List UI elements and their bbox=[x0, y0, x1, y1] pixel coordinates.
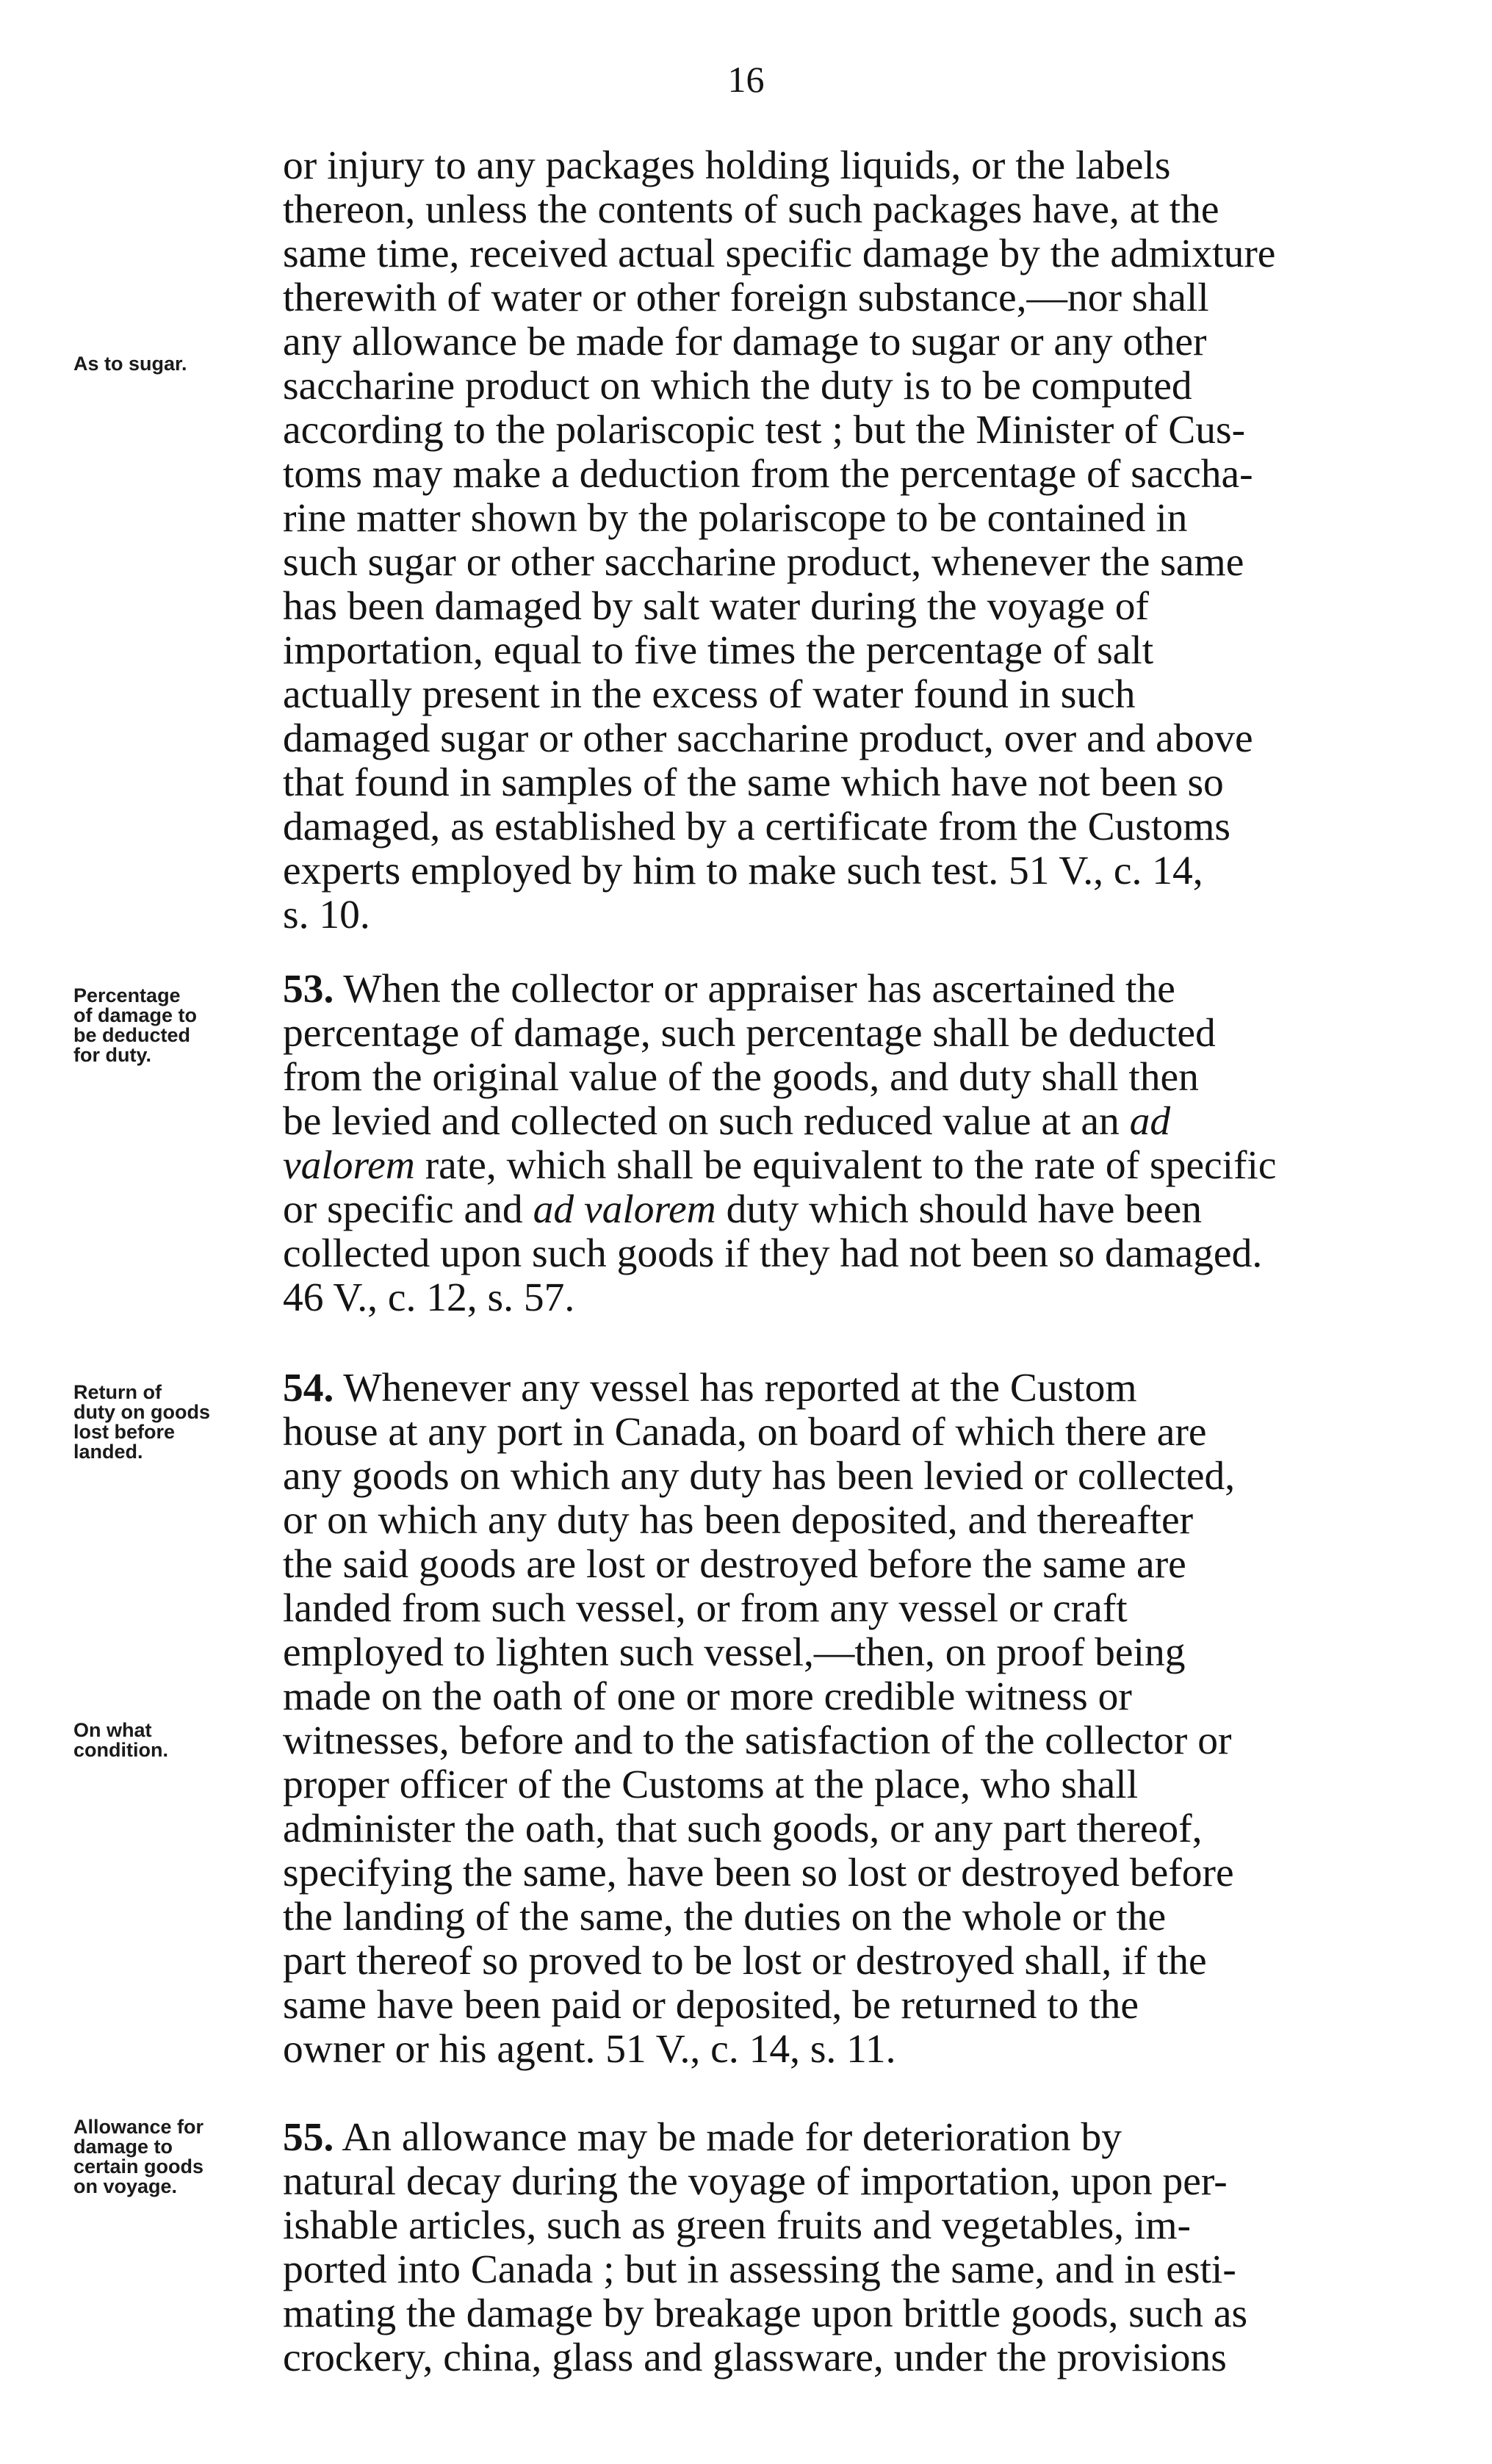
margin-note-line: condition. bbox=[73, 1739, 168, 1761]
margin-note-line: be deducted bbox=[73, 1024, 191, 1046]
text-line: employed to lighten such vessel,—then, on proof being bbox=[283, 1630, 1186, 1675]
text-line: crockery, china, glass and glassware, under the provisions bbox=[283, 2335, 1227, 2380]
margin-note-line: on voyage. bbox=[73, 2175, 178, 2197]
margin-note-line: landed. bbox=[73, 1441, 143, 1463]
margin-note-on-what-condition bbox=[73, 1721, 279, 1760]
margin-note-line: duty on goods bbox=[73, 1401, 210, 1423]
italic-term: valorem bbox=[283, 1143, 415, 1188]
margin-note-line: certain goods bbox=[73, 2155, 204, 2177]
margin-note-line: Allowance for bbox=[73, 2116, 204, 2138]
text-line: damaged, as established by a certificate from the Customs bbox=[283, 804, 1230, 849]
text-line: proper officer of the Customs at the place, who shall bbox=[283, 1762, 1139, 1807]
text-line: same time, received actual specific damage by the admixture bbox=[283, 231, 1276, 276]
text-line: made on the oath of one or more credible witness or bbox=[283, 1674, 1132, 1719]
section-number: 55. bbox=[283, 2115, 334, 2160]
text-fragment: duty which should have been bbox=[716, 1187, 1202, 1232]
text-line: therewith of water or other foreign substance,—nor shall bbox=[283, 275, 1209, 320]
text-line bbox=[283, 1366, 1429, 1411]
text-line: or on which any duty has been deposited, and thereafter bbox=[283, 1498, 1194, 1543]
margin-note-line: damage to bbox=[73, 2136, 173, 2158]
text-line: importation, equal to five times the percentage of salt bbox=[283, 628, 1154, 673]
text-line bbox=[283, 968, 1429, 1012]
text-line: the said goods are lost or destroyed before the same are bbox=[283, 1542, 1186, 1587]
text-line: any allowance be made for damage to sugar or any other bbox=[283, 320, 1207, 364]
margin-note-percentage-of-damage bbox=[73, 986, 279, 1065]
text-line: toms may make a deduction from the percentage of saccha- bbox=[283, 452, 1253, 497]
section-number: 53. bbox=[283, 967, 334, 1012]
page-number: 16 bbox=[727, 59, 765, 100]
margin-note-line: As to sugar. bbox=[73, 353, 187, 375]
section-53 bbox=[283, 968, 1429, 1320]
margin-note-line: of damage to bbox=[73, 1004, 198, 1026]
text-line: ishable articles, such as green fruits and vegetables, im- bbox=[283, 2203, 1191, 2248]
italic-term: ad valorem bbox=[533, 1187, 716, 1232]
section-55 bbox=[283, 2116, 1429, 2380]
section-54 bbox=[283, 1366, 1429, 2072]
text-line: mating the damage by breakage upon brittle goods, such as bbox=[283, 2291, 1248, 2336]
text-line: witnesses, before and to the satisfaction of the collector or bbox=[283, 1718, 1232, 1763]
paragraph-text bbox=[283, 144, 1429, 937]
text-line bbox=[283, 1100, 1429, 1144]
text-fragment: Whenever any vessel has reported at the Custom bbox=[334, 1366, 1137, 1411]
text-fragment: An allowance may be made for deterioration by bbox=[334, 2115, 1122, 2160]
text-line: same have been paid or deposited, be returned to the bbox=[283, 1983, 1139, 2028]
paragraph-text bbox=[283, 968, 1429, 1320]
text-line: the landing of the same, the duties on the whole or the bbox=[283, 1895, 1167, 1939]
margin-note-allowance-for-damage bbox=[73, 2117, 279, 2197]
section-number: 54. bbox=[283, 1366, 334, 1411]
text-line: such sugar or other saccharine product, whenever the same bbox=[283, 540, 1244, 585]
text-line: ported into Canada ; but in assessing the same, and in esti- bbox=[283, 2247, 1236, 2292]
text-line: percentage of damage, such percentage shall be deducted bbox=[283, 1011, 1216, 1056]
text-line: or injury to any packages holding liquids, or the labels bbox=[283, 143, 1171, 188]
margin-note-line: lost before bbox=[73, 1421, 176, 1443]
text-line bbox=[283, 1144, 1429, 1188]
text-line: experts employed by him to make such test. 51 V., c. 14, bbox=[283, 849, 1203, 893]
continuation-paragraph bbox=[283, 144, 1429, 937]
text-line: rine matter shown by the polariscope to be contained in bbox=[283, 496, 1188, 541]
text-line bbox=[283, 2116, 1429, 2160]
margin-note-as-to-sugar bbox=[73, 354, 279, 374]
text-line: owner or his agent. 51 V., c. 14, s. 11. bbox=[283, 2027, 896, 2072]
text-fragment: rate, which shall be equivalent to the rate of specific bbox=[414, 1143, 1277, 1188]
margin-note-line: Percentage bbox=[73, 984, 181, 1006]
text-line: according to the polariscopic test ; but the Minister of Cus- bbox=[283, 408, 1246, 453]
italic-term: ad bbox=[1129, 1099, 1171, 1144]
text-fragment: When the collector or appraiser has ascertained the bbox=[334, 967, 1175, 1012]
text-fragment: or specific and bbox=[283, 1187, 533, 1232]
text-line: damaged sugar or other saccharine product, over and above bbox=[283, 716, 1253, 761]
paragraph-text bbox=[283, 2116, 1429, 2380]
text-line: part thereof so proved to be lost or destroyed shall, if the bbox=[283, 1939, 1207, 1984]
text-line: house at any port in Canada, on board of which there are bbox=[283, 1410, 1207, 1455]
text-line: thereon, unless the contents of such packages have, at the bbox=[283, 187, 1219, 232]
text-line: from the original value of the goods, and duty shall then bbox=[283, 1055, 1199, 1100]
text-line: administer the oath, that such goods, or any part thereof, bbox=[283, 1806, 1203, 1851]
text-line: collected upon such goods if they had not been so damaged. bbox=[283, 1231, 1263, 1276]
margin-note-line: On what bbox=[73, 1719, 152, 1741]
text-line: has been damaged by salt water during the voyage of bbox=[283, 584, 1149, 629]
text-line: s. 10. bbox=[283, 893, 370, 937]
text-line: natural decay during the voyage of importation, upon per- bbox=[283, 2159, 1228, 2204]
text-line bbox=[283, 1188, 1429, 1232]
text-line: that found in samples of the same which have not been so bbox=[283, 760, 1224, 805]
text-line: actually present in the excess of water found in such bbox=[283, 672, 1136, 717]
paragraph-text bbox=[283, 1366, 1429, 2072]
text-line: saccharine product on which the duty is to be computed bbox=[283, 364, 1192, 408]
margin-note-return-of-duty bbox=[73, 1383, 279, 1462]
margin-note-line: Return of bbox=[73, 1381, 162, 1403]
text-line: landed from such vessel, or from any vessel or craft bbox=[283, 1586, 1128, 1631]
text-line: 46 V., c. 12, s. 57. bbox=[283, 1275, 575, 1320]
margin-note-line: for duty. bbox=[73, 1044, 151, 1066]
text-line: any goods on which any duty has been levied or collected, bbox=[283, 1454, 1236, 1499]
text-fragment: be levied and collected on such reduced value at an bbox=[283, 1099, 1120, 1144]
text-line: specifying the same, have been so lost or destroyed before bbox=[283, 1851, 1234, 1895]
